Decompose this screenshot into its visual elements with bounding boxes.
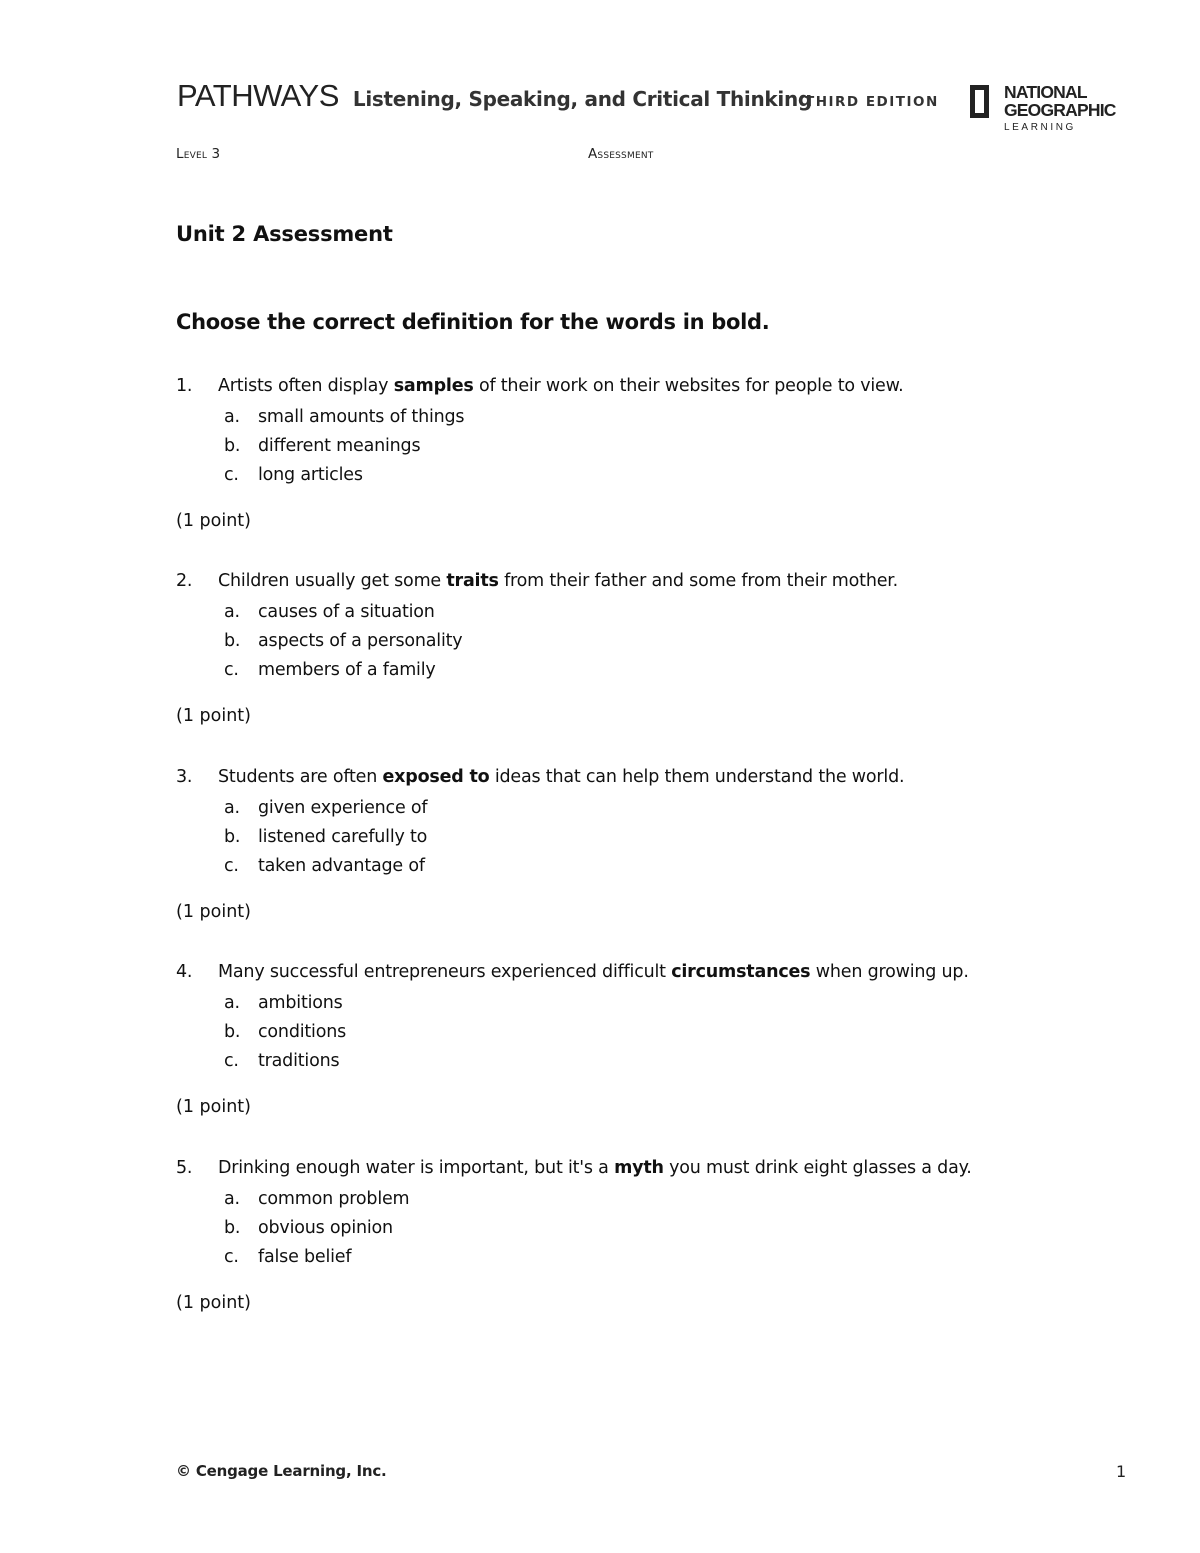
option-letter: c. bbox=[224, 1051, 239, 1071]
yellow-border-icon bbox=[970, 85, 989, 118]
option-text: listened carefully to bbox=[258, 827, 428, 847]
option-text: long articles bbox=[258, 465, 363, 485]
level-label: Level 3 bbox=[176, 146, 221, 162]
brand-subtitle: Listening, Speaking, and Critical Thinking bbox=[352, 87, 812, 111]
option-item bbox=[176, 1022, 1056, 1051]
option-text: common problem bbox=[258, 1189, 410, 1209]
option-text: causes of a situation bbox=[258, 602, 435, 622]
option-text: false belief bbox=[258, 1247, 352, 1267]
question-stem bbox=[176, 962, 1056, 990]
option-item bbox=[176, 1189, 1056, 1218]
option-text: traditions bbox=[258, 1051, 340, 1071]
option-text: small amounts of things bbox=[258, 407, 465, 427]
option-list bbox=[176, 1189, 1056, 1276]
question-number: 2. bbox=[176, 571, 193, 591]
option-item bbox=[176, 798, 1056, 827]
national-geographic-logo bbox=[968, 82, 1116, 138]
page-number: 1 bbox=[1116, 1462, 1127, 1481]
option-text: conditions bbox=[258, 1022, 347, 1042]
question-text: Children usually get some traits from their father and some from their mother. bbox=[218, 571, 899, 591]
points-label: (1 point) bbox=[176, 902, 251, 922]
option-item bbox=[176, 631, 1056, 660]
question-number: 3. bbox=[176, 767, 193, 787]
option-letter: b. bbox=[224, 827, 241, 847]
option-letter: a. bbox=[224, 407, 240, 427]
option-list bbox=[176, 798, 1056, 885]
brand-name: PATHWAYS bbox=[177, 78, 339, 113]
option-list bbox=[176, 993, 1056, 1080]
option-letter: c. bbox=[224, 1247, 239, 1267]
option-letter: b. bbox=[224, 631, 241, 651]
question-text: Many successful entrepreneurs experienced difficult circumstances when growing up. bbox=[218, 962, 969, 982]
option-letter: a. bbox=[224, 798, 240, 818]
copyright-notice: © Cengage Learning, Inc. bbox=[176, 1462, 387, 1480]
option-item bbox=[176, 602, 1056, 631]
option-letter: b. bbox=[224, 436, 241, 456]
points-label: (1 point) bbox=[176, 1293, 251, 1313]
option-item bbox=[176, 1218, 1056, 1247]
question-number: 1. bbox=[176, 376, 193, 396]
question-item bbox=[176, 571, 1056, 730]
option-item bbox=[176, 407, 1056, 436]
option-item bbox=[176, 827, 1056, 856]
option-letter: a. bbox=[224, 993, 240, 1013]
option-text: taken advantage of bbox=[258, 856, 425, 876]
bold-term: exposed to bbox=[382, 767, 490, 787]
option-letter: c. bbox=[224, 660, 239, 680]
option-letter: a. bbox=[224, 602, 240, 622]
instructions-heading: Choose the correct definition for the words in bold. bbox=[176, 310, 770, 334]
option-item bbox=[176, 856, 1056, 885]
option-text: given experience of bbox=[258, 798, 428, 818]
option-item bbox=[176, 436, 1056, 465]
question-item bbox=[176, 767, 1056, 926]
question-stem bbox=[176, 767, 1056, 795]
option-letter: c. bbox=[224, 465, 239, 485]
edition-label: THIRD EDITION bbox=[805, 94, 939, 110]
points-label: (1 point) bbox=[176, 706, 251, 726]
question-stem bbox=[176, 571, 1056, 599]
bold-term: circumstances bbox=[671, 962, 811, 982]
option-text: obvious opinion bbox=[258, 1218, 393, 1238]
option-text: different meanings bbox=[258, 436, 421, 456]
option-item bbox=[176, 465, 1056, 494]
question-number: 4. bbox=[176, 962, 193, 982]
question-text: Drinking enough water is important, but it's a myth you must drink eight glasses a day. bbox=[218, 1158, 972, 1178]
question-stem bbox=[176, 376, 1056, 404]
question-text: Students are often exposed to ideas that can help them understand the world. bbox=[218, 767, 905, 787]
logo-line-1: NATIONAL bbox=[1004, 82, 1087, 102]
option-text: ambitions bbox=[258, 993, 343, 1013]
question-stem bbox=[176, 1158, 1056, 1186]
question-number: 5. bbox=[176, 1158, 193, 1178]
logo-line-3: LEARNING bbox=[1004, 122, 1076, 133]
option-text: members of a family bbox=[258, 660, 436, 680]
option-letter: b. bbox=[224, 1022, 241, 1042]
question-item bbox=[176, 962, 1056, 1121]
points-label: (1 point) bbox=[176, 1097, 251, 1117]
question-text: Artists often display samples of their work on their websites for people to view. bbox=[218, 376, 904, 396]
option-item bbox=[176, 1247, 1056, 1276]
option-letter: c. bbox=[224, 856, 239, 876]
option-list bbox=[176, 602, 1056, 689]
bold-term: samples bbox=[393, 376, 474, 396]
points-label: (1 point) bbox=[176, 511, 251, 531]
bold-term: traits bbox=[446, 571, 499, 591]
logo-line-2: GEOGRAPHIC bbox=[1004, 100, 1116, 120]
option-text: aspects of a personality bbox=[258, 631, 463, 651]
option-item bbox=[176, 993, 1056, 1022]
option-list bbox=[176, 407, 1056, 494]
question-item bbox=[176, 376, 1056, 535]
option-letter: b. bbox=[224, 1218, 241, 1238]
question-item bbox=[176, 1158, 1056, 1317]
option-letter: a. bbox=[224, 1189, 240, 1209]
page-title: Unit 2 Assessment bbox=[176, 222, 393, 246]
option-item bbox=[176, 1051, 1056, 1080]
option-item bbox=[176, 660, 1056, 689]
bold-term: myth bbox=[614, 1158, 664, 1178]
brand-header bbox=[177, 78, 812, 118]
section-label: Assessment bbox=[588, 146, 654, 162]
